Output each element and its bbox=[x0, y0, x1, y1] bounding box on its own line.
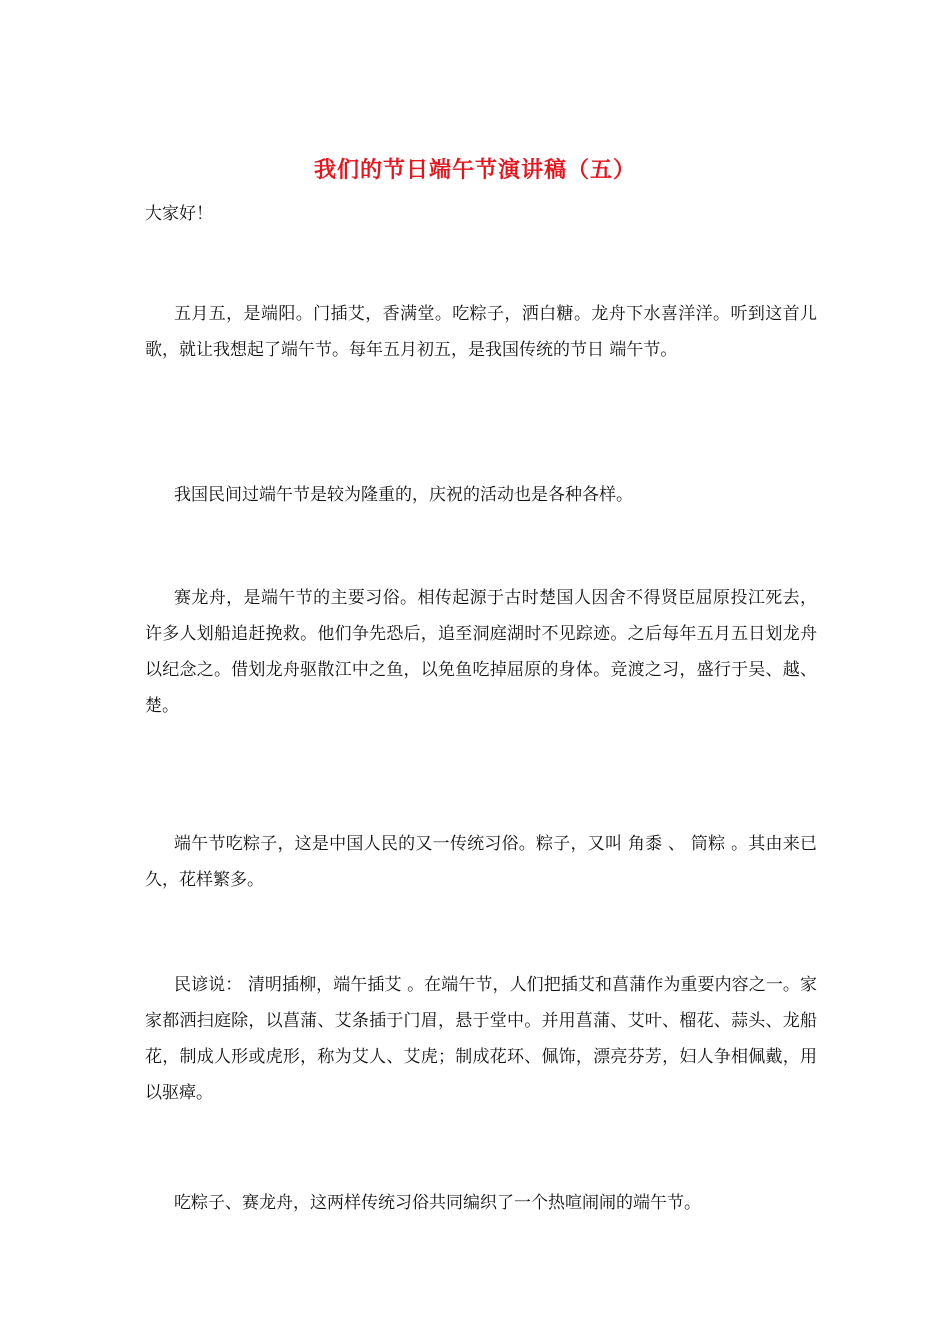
paragraph-2: 我国民间过端午节是较为隆重的，庆祝的活动也是各种各样。 bbox=[174, 485, 633, 505]
greeting-text: 大家好！ bbox=[145, 204, 213, 224]
paragraph-5: 民谚说： 清明插柳，端午插艾 。在端午节，人们把插艾和菖蒲作为重要内容之一。家家都洒扫庭除，以菖蒲、艾条插于门眉，悬于堂中。并用菖蒲、艾叶、榴花、蒜头、龙船花，制成人形或虎形，称为艾人、艾虎；制成花环、佩饰，漂亮芬芳，妇人争相佩戴，用以驱瘴。 bbox=[145, 975, 817, 1103]
paragraph-1: 五月五，是端阳。门插艾，香满堂。吃粽子，洒白糖。龙舟下水喜洋洋。听到这首儿歌，就让我想起了端午节。每年五月初五，是我国传统的节日 端午节。 bbox=[145, 304, 817, 360]
paragraph-6: 吃粽子、赛龙舟，这两样传统习俗共同编织了一个热喧闹闹的端午节。 bbox=[174, 1193, 701, 1213]
paragraph-4: 端午节吃粽子，这是中国人民的又一传统习俗。粽子，又叫 角黍 、 筒粽 。其由来已久，花样繁多。 bbox=[145, 834, 817, 890]
document-title: 我们的节日端午节演讲稿（五） bbox=[313, 157, 636, 183]
paragraph-3: 赛龙舟，是端午节的主要习俗。相传起源于古时楚国人因舍不得贤臣屈原投江死去，许多人划船追赶挽救。他们争先恐后，追至洞庭湖时不见踪迹。之后每年五月五日划龙舟以纪念之。借划龙舟驱散江中之鱼，以免鱼吃掉屈原的身体。竞渡之习，盛行于吴、越、楚。 bbox=[145, 588, 817, 716]
